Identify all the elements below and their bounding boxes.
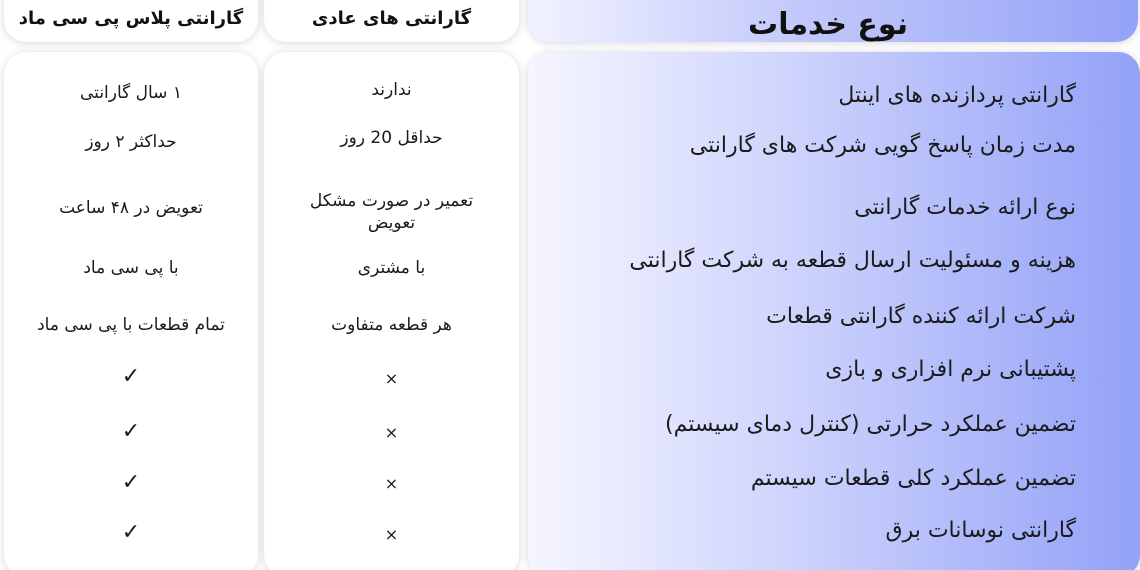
check-icon: ✓ (121, 470, 141, 495)
header-plus-label: گارانتی پلاس پی سی ماد (18, 8, 244, 29)
feature-row: شرکت ارائه کننده گارانتی قطعات (766, 304, 1076, 329)
plus-value: با پی سی ماد (83, 258, 179, 278)
normal-value: هر قطعه متفاوت (331, 315, 452, 335)
cross-icon: × (384, 423, 399, 442)
plus-warranty-column (4, 52, 258, 570)
check-icon: ✓ (121, 419, 141, 444)
header-services (528, 0, 1138, 42)
normal-value: ندارند (371, 80, 412, 100)
feature-row: پشتیبانی نرم افزاری و بازی (825, 357, 1076, 382)
normal-value: با مشتری (357, 258, 426, 278)
header-plus-warranty (4, 0, 258, 42)
feature-row: نوع ارائه خدمات گارانتی (854, 195, 1076, 220)
cross-icon: × (384, 369, 399, 388)
feature-row: تضمین عملکرد حرارتی (کنترل دمای سیستم) (665, 412, 1076, 437)
plus-value: تمام قطعات با پی سی ماد (37, 315, 225, 335)
check-icon: ✓ (121, 520, 141, 545)
plus-value: ۱ سال گارانتی (80, 83, 182, 103)
header-normal-label: گارانتی های عادی (311, 8, 472, 29)
normal-warranty-column (264, 52, 519, 570)
plus-value: حداکثر ۲ روز (85, 132, 177, 152)
header-services-label: نوع خدمات (748, 7, 908, 42)
cross-icon: × (384, 474, 399, 493)
features-column (528, 52, 1140, 570)
normal-value: حداقل 20 روز (340, 128, 443, 148)
cross-icon: × (384, 525, 399, 544)
feature-row: مدت زمان پاسخ گویی شرکت های گارانتی (689, 133, 1076, 158)
feature-row: تضمین عملکرد کلی قطعات سیستم (750, 466, 1076, 491)
normal-value: تعمیر در صورت مشکل تعویض (309, 191, 474, 233)
plus-value: تعویض در ۴۸ ساعت (59, 198, 203, 218)
check-icon: ✓ (121, 364, 141, 389)
feature-row: گارانتی نوسانات برق (885, 518, 1076, 543)
feature-row: گارانتی پردازنده های اینتل (838, 83, 1076, 108)
feature-row: هزینه و مسئولیت ارسال قطعه به شرکت گارانتی (629, 248, 1076, 273)
header-normal-warranty (264, 0, 519, 42)
